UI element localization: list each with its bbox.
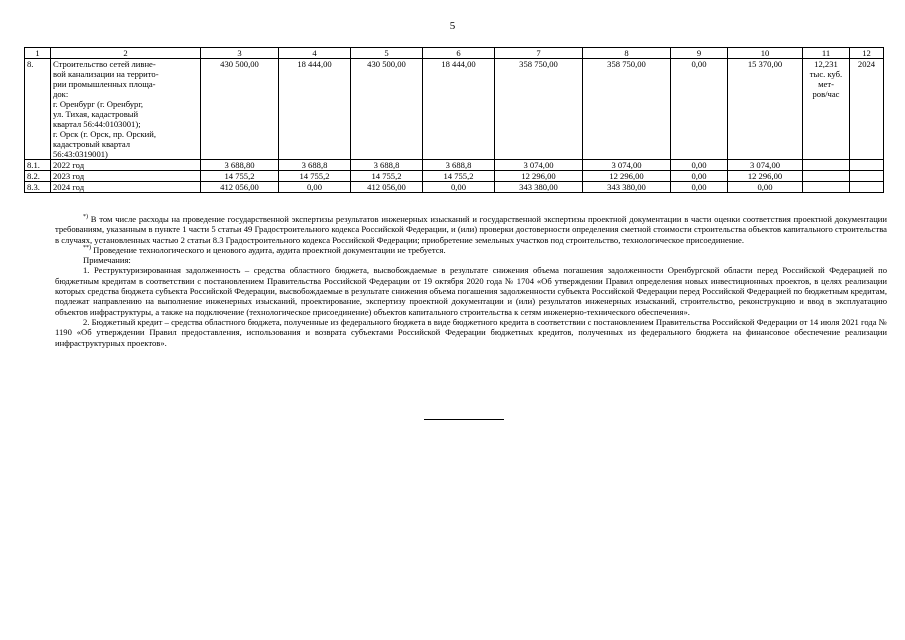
table-cell: 18 444,00 [279,59,351,160]
row-number: 8.3. [25,182,51,193]
table-cell: 0,00 [671,171,728,182]
description-line: рии промышленных площа- [53,79,156,89]
description-line: квартал 56:44:0103001); [53,119,141,129]
footnote-mark: **) [83,245,91,252]
description-line: г. Оренбург (г. Оренбург, [53,99,144,109]
table-cell: 14 755,2 [423,171,495,182]
table-cell: 3 074,00 [728,160,803,171]
page-number: 5 [449,20,456,32]
table-cell: 3 688,8 [279,160,351,171]
capacity-line: мет- [818,79,834,89]
description-line: док: [53,89,69,99]
column-header: 8 [583,48,671,59]
column-header: 4 [279,48,351,59]
column-header: 2 [51,48,201,59]
table-cell-empty [803,182,850,193]
completion-year: 2024 [850,59,884,160]
table-row [25,171,884,182]
description-line: г. Орск (г. Орск, пр. Орский, [53,129,157,139]
budget-table [24,47,884,193]
table-cell: 0,00 [279,182,351,193]
row-number: 8. [25,59,51,160]
column-header: 5 [351,48,423,59]
table-cell-empty [803,160,850,171]
table-cell: 12 296,00 [495,171,583,182]
table-cell: 14 755,2 [279,171,351,182]
table-cell: 343 380,00 [583,182,671,193]
capacity-cell [803,59,850,160]
table-cell-empty [850,160,884,171]
object-description [51,59,201,160]
description-line: вой канализации на террито- [53,69,159,79]
note-2: 2. Бюджетный кредит – средства областного бюджета, полученные из федерального бюджета в виде бюджетного кредита в соответствии с постановлением Правительства Российской Федерации от 14 июля 2021 года № 1190 «Об утверждении Правил предоставления, использования и возврата субъектами Российской Федерации бюджетных кредитов, полученных из федерального бюджета на финансовое обеспечение реализации инфраструктурных проектов». [55,316,887,348]
table-cell-empty [850,171,884,182]
footnote-text: Проведение технологического и ценового аудита, аудита проектной документации не требуется. [93,244,446,255]
table-cell: 358 750,00 [495,59,583,160]
description-line: 56:43:0319001) [53,149,108,159]
row-label: 2024 год [51,182,201,193]
table-cell: 430 500,00 [351,59,423,160]
footnote-1 [55,214,887,245]
footnote-text: В том числе расходы на проведение государственной экспертизы результатов инженерных изысканий и государственной экспертизы проектной документации в части оценки соответствия проектной документации требованиям, указанным в пункте 1 части 5 статьи 49 Градостроительного кодекса Российской Федерации, и (или) проверки достоверности определения сметной стоимости строительства объектов капитального строительства в случаях, установленных частью 2 статьи 8.3 Градостроительного кодекса Российской Федерации; приобретение земельных участков под строительство, технологическое присоединение. [55,214,887,245]
table-cell: 18 444,00 [423,59,495,160]
column-header: 1 [25,48,51,59]
description-line: Строительство сетей ливне- [53,59,156,69]
footnote-mark: *) [83,214,88,221]
table-cell: 0,00 [671,59,728,160]
column-header: 11 [803,48,850,59]
notes-title: Примечания: [83,255,131,266]
column-header: 10 [728,48,803,59]
row-number: 8.2. [25,171,51,182]
column-header: 9 [671,48,728,59]
row-number: 8.1. [25,160,51,171]
table-cell: 343 380,00 [495,182,583,193]
table-cell: 0,00 [671,182,728,193]
description-line: кадастровый квартал [53,139,131,149]
table-cell: 3 074,00 [495,160,583,171]
footnotes-section [55,214,887,348]
table-cell: 430 500,00 [201,59,279,160]
table-cell: 12 296,00 [728,171,803,182]
table-row [25,182,884,193]
table-row [25,160,884,171]
table-cell: 0,00 [728,182,803,193]
table-cell: 15 370,00 [728,59,803,160]
table-cell: 3 074,00 [583,160,671,171]
column-header: 7 [495,48,583,59]
footnote-2 [55,245,887,255]
table-cell: 412 056,00 [351,182,423,193]
table-cell: 3 688,8 [351,160,423,171]
column-header: 3 [201,48,279,59]
capacity-line: тыс. куб. [809,69,843,79]
table-cell: 0,00 [423,182,495,193]
note-1: 1. Реструктуризированная задолженность – средства областного бюджета, высвобождаемые в результате снижения объема погашения задолженности Оренбургской области перед Российской Федерацией по бюджетным кредитам в соответствии с постановлением Правительства Российской Федерации от 19 октября 2020 года № 1704 «Об утверждении Правил определения новых инвестиционных проектов, в целях реализации которых средства бюджета субъекта Российской Федерации, высвобождаемые в результате снижения объема погашения задолженности субъекта Российской Федерации перед Российской Федерацией по бюджетным кредитам, подлежат направлению на выполнение инженерных изысканий, проектирование, экспертизу проектной документации и (или) результатов инженерных изысканий, строительство, реконструкцию и ввод в эксплуатацию объектов инфраструктуры, а также на подключение (технологическое присоединение) объектов капитального строительства к сетям инженерно-технического обеспечения». [55,265,887,317]
table-cell: 412 056,00 [201,182,279,193]
table-cell: 14 755,2 [201,171,279,182]
row-label: 2022 год [51,160,201,171]
table-cell: 358 750,00 [583,59,671,160]
table-cell: 14 755,2 [351,171,423,182]
table-cell: 3 688,80 [201,160,279,171]
row-label: 2023 год [51,171,201,182]
end-rule [424,419,504,420]
table-cell: 12 296,00 [583,171,671,182]
capacity-line: 12,231 [814,59,838,69]
table-cell-empty [850,182,884,193]
table-row-main [25,59,884,160]
capacity-line: ров/час [812,89,840,99]
table-cell: 3 688,8 [423,160,495,171]
description-line: ул. Тихая, кадастровый [53,109,139,119]
table-header-row [25,48,884,59]
table-cell: 0,00 [671,160,728,171]
column-header: 6 [423,48,495,59]
column-header: 12 [850,48,884,59]
table-cell-empty [803,171,850,182]
